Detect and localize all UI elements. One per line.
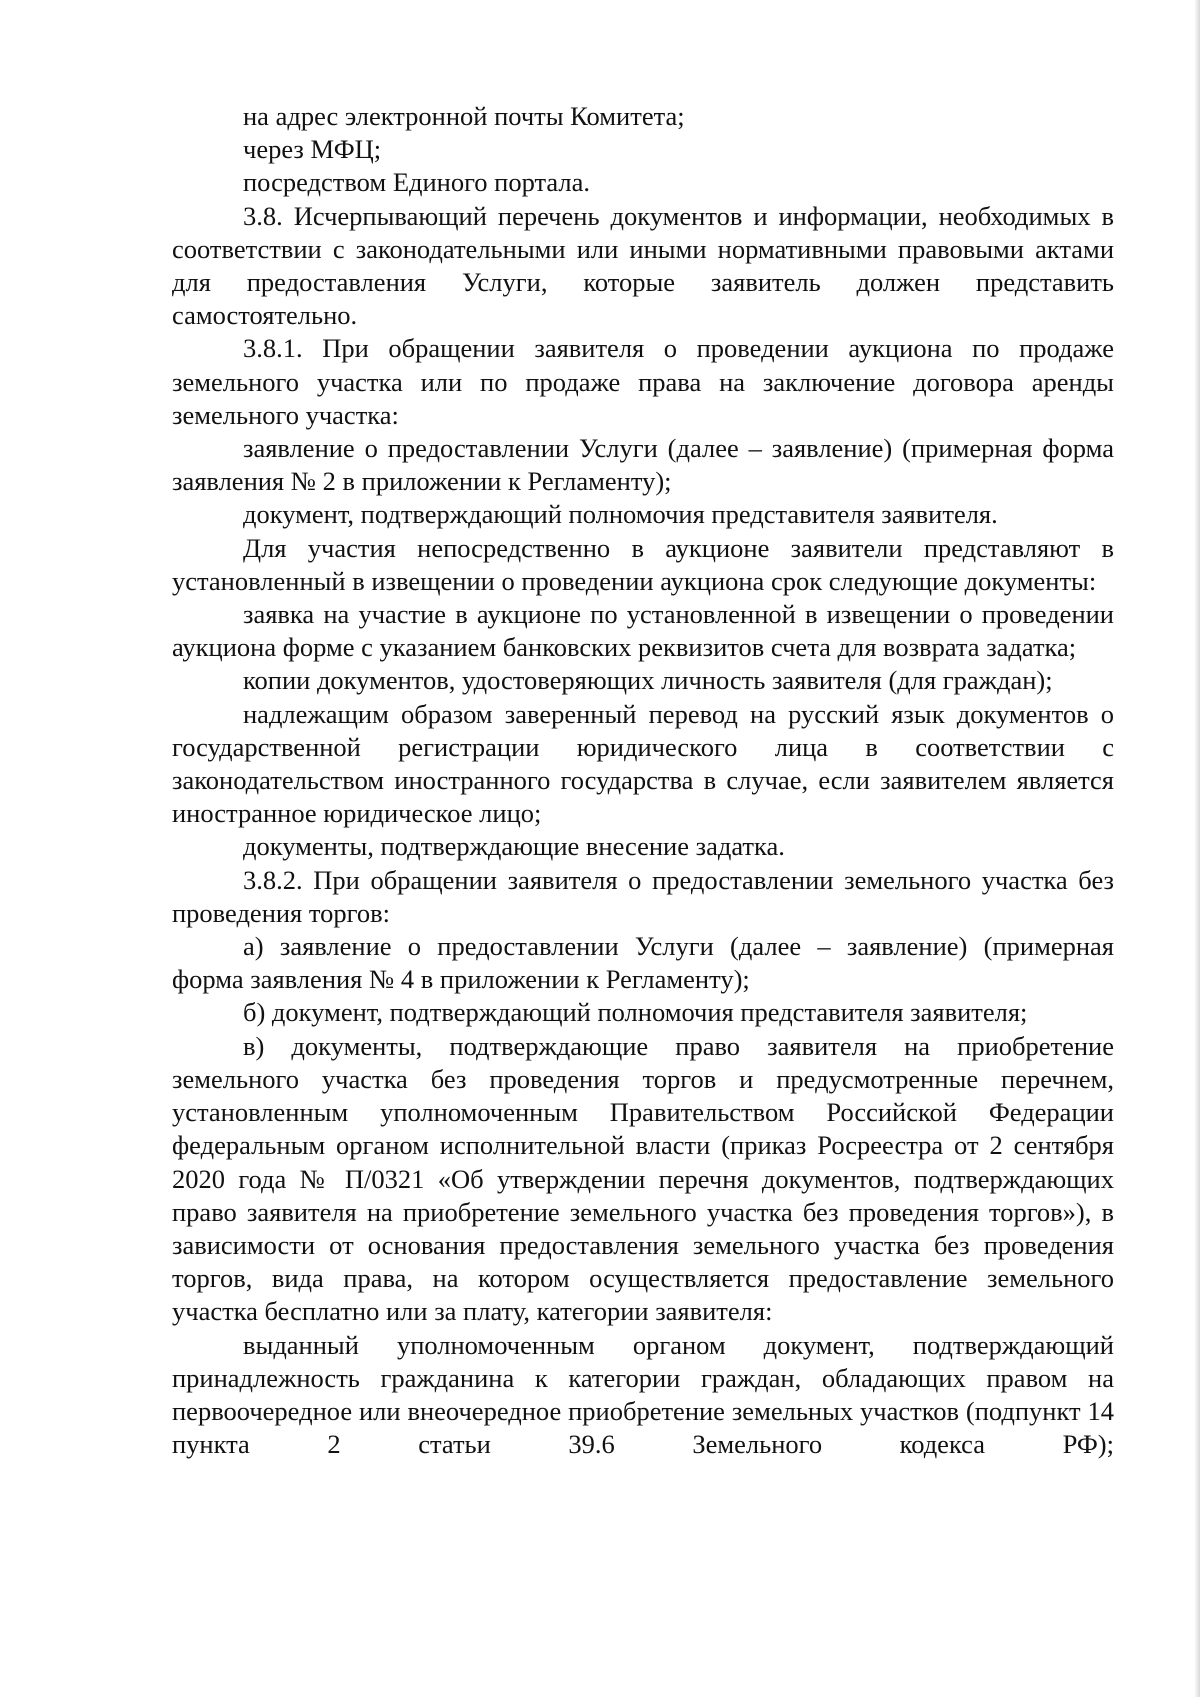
paragraph-section-3-8-2: 3.8.2. При обращении заявителя о предоставлении земельного участка без проведения торгов: xyxy=(172,864,1114,928)
paragraph-section-3-8-1: 3.8.1. При обращении заявителя о проведении аукциона по продаже земельного участка или по продаже права на заключение договора аренды земельного участка: xyxy=(172,333,1114,430)
paragraph-priority-category: выданный уполномоченным органом документ, подтверждающий принадлежность гражданина к категории граждан, обладающих правом на первоочередное или внеочередное приобретение земельных участков (подпункт 14 пункта 2 статьи 39.6 Земельного кодекса РФ); xyxy=(172,1329,1114,1460)
page-edge-shadow xyxy=(1194,0,1200,1697)
paragraph-representative-authority: документ, подтверждающий полномочия представителя заявителя. xyxy=(243,499,998,530)
paragraph-section-3-8: 3.8. Исчерпывающий перечень документов и информации, необходимых в соответствии с законодательными или иными нормативными правовыми актами для предоставления Услуги, которые заявитель должен представить самостоятельно. xyxy=(172,200,1114,331)
paragraph-auction-participation: Для участия непосредственно в аукционе заявители представляют в установленный в извещении о проведении аукциона срок следующие документы: xyxy=(172,532,1114,596)
paragraph-email: на адрес электронной почты Комитета; xyxy=(243,101,685,131)
paragraph-application-form-2: заявление о предоставлении Услуги (далее – заявление) (примерная форма заявления № 2 в приложении к Регламенту); xyxy=(172,433,1114,497)
paragraph-identity-copies: копии документов, удостоверяющих личность заявителя (для граждан); xyxy=(243,665,1053,696)
paragraph-item-a: а) заявление о предоставлении Услуги (далее – заявление) (примерная форма заявления № 4 в приложении к Регламенту); xyxy=(172,931,1114,995)
document-body xyxy=(172,100,1114,1461)
paragraph-auction-bid: заявка на участие в аукционе по установленной в извещении о проведении аукциона форме с указанием банковских реквизитов счета для возврата задатка; xyxy=(172,599,1114,663)
paragraph-certified-translation: надлежащим образом заверенный перевод на русский язык документов о государственной регистрации юридического лица в соответствии с законодательством иностранного государства в случае, если заявителем является иностранное юридическое лицо; xyxy=(172,698,1114,829)
paragraph-deposit-documents: документы, подтверждающие внесение задатка. xyxy=(243,831,785,862)
paragraph-item-v: в) документы, подтверждающие право заявителя на приобретение земельного участка без проведения торгов и предусмотренные перечнем, установленным уполномоченным Правительством Российской Федерации федеральным органом исполнительной власти (приказ Росреестра от 2 сентября 2020 года № П/0321 «Об утверждении перечня документов, подтверждающих право заявителя на приобретение земельного участка без проведения торгов»), в зависимости от основания предоставления земельного участка без проведения торгов, вида права, на котором осуществляется предоставление земельного участка бесплатно или за плату, категории заявителя: xyxy=(172,1030,1114,1327)
paragraph-item-b: б) документ, подтверждающий полномочия представителя заявителя; xyxy=(243,997,1028,1028)
paragraph-portal: посредством Единого портала. xyxy=(243,167,591,198)
paragraph-mfc: через МФЦ; xyxy=(243,134,382,165)
